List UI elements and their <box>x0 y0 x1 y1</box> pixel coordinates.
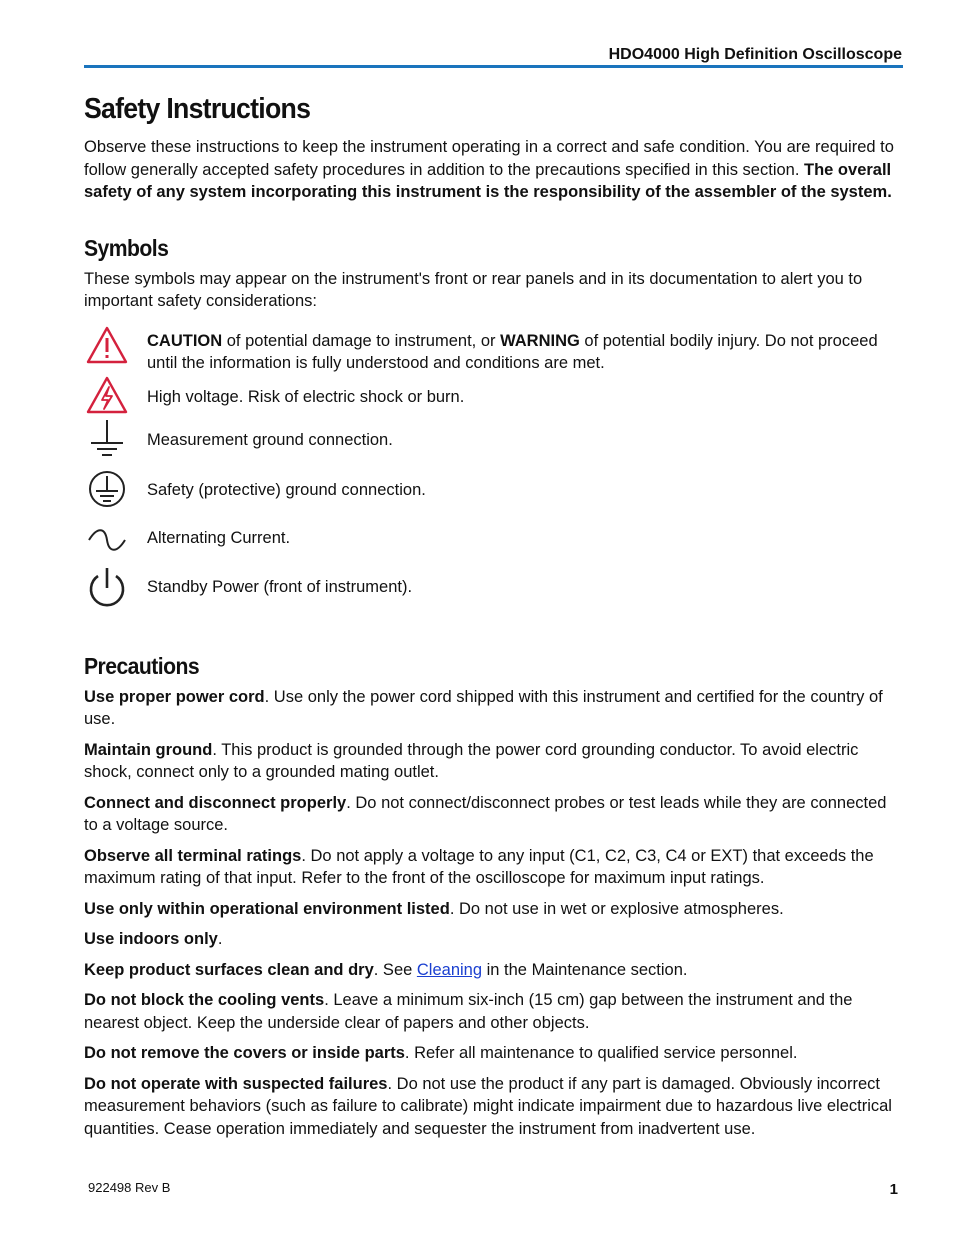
precaution-item <box>84 959 904 982</box>
high-voltage-description: High voltage. Risk of electric shock or burn. <box>147 387 465 406</box>
page-content <box>84 88 904 1148</box>
safety-ground-description: Safety (protective) ground connection. <box>147 480 426 499</box>
ac-description: Alternating Current. <box>147 528 291 547</box>
symbol-row-ac <box>84 527 904 576</box>
standby-description: Standby Power (front of instrument). <box>147 577 413 596</box>
precaution-title: Use proper power cord <box>84 687 265 706</box>
intro-paragraph <box>84 136 904 204</box>
page-title: Safety Instructions <box>84 93 311 125</box>
precaution-text: . Do not connect/disconnect probes or test leads while they are connected to a voltage source. <box>84 793 887 834</box>
precaution-item <box>84 845 904 890</box>
precaution-item <box>84 739 904 784</box>
precautions-list <box>84 686 904 1141</box>
cleaning-link[interactable]: Cleaning <box>416 960 483 979</box>
precaution-title: Use only within operational environment listed <box>84 899 450 918</box>
precaution-text: . See <box>373 960 417 979</box>
symbol-row-high-voltage <box>84 386 904 429</box>
precaution-title: Do not operate with suspected failures <box>84 1074 388 1093</box>
precaution-title: Do not remove the covers or inside parts <box>84 1044 405 1062</box>
symbol-row-caution <box>84 330 904 386</box>
precaution-item <box>84 792 904 837</box>
precaution-text: . This product is grounded through the power cord grounding conductor. To avoid electric shock, connect only to a grounded mating outlet. <box>84 740 859 781</box>
precaution-item <box>84 686 904 731</box>
precaution-title: Connect and disconnect properly <box>84 793 347 812</box>
high-voltage-icon <box>84 375 130 415</box>
precaution-title: Do not block the cooling vents <box>84 991 325 1009</box>
footer-doc-id: 922498 Rev B <box>88 1180 171 1195</box>
intro-bold-text: The overall safety of any system incorporating this instrument is the responsibility of the assembler of the system. <box>84 160 892 201</box>
warning-text: of potential bodily injury. Do not proceed until the information is fully understood and conditions are met. <box>147 331 878 372</box>
precaution-title: Observe all terminal ratings <box>84 846 302 865</box>
precautions-heading: Precautions <box>84 652 200 679</box>
precaution-text: . Do not use the product if any part is damaged. Obviously incorrect measurement behaviors (such as failure to calibrate) might indicate impairment due to hazardous live electrical quantities. Cease operation immediately and sequester the instrument from inadvertent use. <box>84 1074 892 1138</box>
symbols-heading: Symbols <box>84 234 169 261</box>
warning-label: WARNING <box>500 331 580 350</box>
precaution-title: Use indoors only <box>84 930 218 948</box>
caution-description <box>147 330 904 375</box>
precaution-title: Maintain ground <box>84 740 213 759</box>
precaution-text: . Do not apply a voltage to any input (C1, C2, C3, C4 or EXT) that exceeds the maximum rating of that input. Refer to the front of the oscilloscope for maximum input ratings. <box>84 846 874 887</box>
precaution-text: . Use only the power cord shipped with this instrument and certified for the country of use. <box>84 687 883 728</box>
measurement-ground-icon <box>84 418 130 458</box>
intro-text: Observe these instructions to keep the instrument operating in a correct and safe condition. You are required to follow generally accepted safety procedures in addition to the precautions specified in this section. <box>84 138 894 179</box>
precaution-item <box>84 1042 904 1065</box>
symbol-row-measurement-ground <box>84 429 904 479</box>
precaution-title: Keep product surfaces clean and dry <box>84 960 374 979</box>
precaution-item <box>84 898 904 921</box>
precaution-item <box>84 1073 904 1141</box>
precaution-text: in the Maintenance section. <box>482 960 688 979</box>
precaution-text: . Refer all maintenance to qualified service personnel. <box>404 1044 798 1062</box>
symbol-row-safety-ground <box>84 479 904 527</box>
header-rule <box>84 65 903 68</box>
precaution-text: . Do not use in wet or explosive atmospheres. <box>449 899 784 918</box>
footer-page-number: 1 <box>889 1181 898 1198</box>
standby-power-icon <box>84 565 130 611</box>
caution-text: of potential damage to instrument, or <box>222 331 501 350</box>
caution-triangle-icon <box>84 325 130 365</box>
symbols-intro: These symbols may appear on the instrument's front or rear panels and in its documentation to alert you to important safety considerations: <box>84 269 863 310</box>
precaution-item <box>84 928 904 951</box>
header-title: HDO4000 High Definition Oscilloscope <box>608 46 902 63</box>
protective-ground-icon <box>84 469 130 509</box>
symbol-row-standby <box>84 576 904 650</box>
precaution-text: . Leave a minimum six-inch (15 cm) gap between the instrument and the nearest object. Keep the underside clear of papers and other objects. <box>84 991 853 1032</box>
alternating-current-icon <box>84 525 130 555</box>
precaution-text: . <box>217 930 223 948</box>
caution-label: CAUTION <box>147 331 223 350</box>
measurement-ground-description: Measurement ground connection. <box>147 430 393 449</box>
precaution-item <box>84 989 904 1034</box>
